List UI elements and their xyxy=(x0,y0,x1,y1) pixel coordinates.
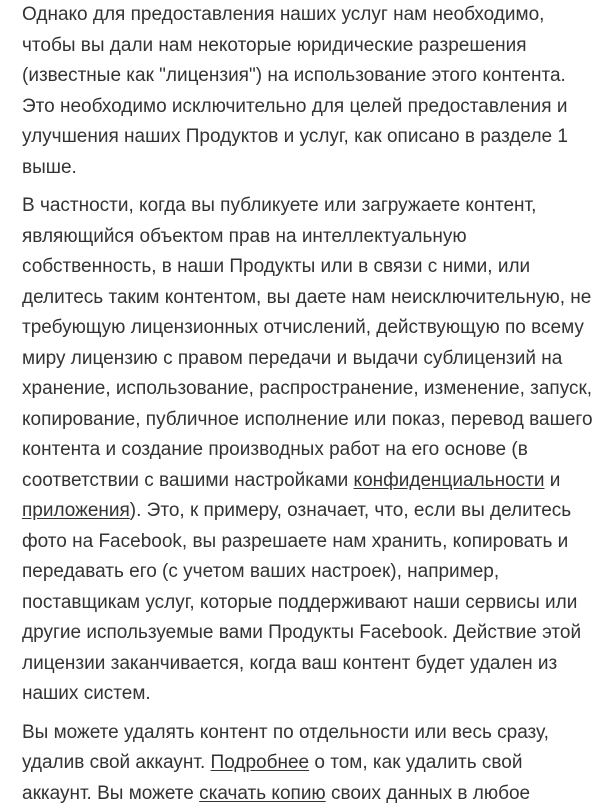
text-segment: ). Это, к примеру, означает, что, если вы делитесь фото на Facebook, вы разрешаете нам хранить, копировать и передавать его (с учетом ваших настроек), например, поставщикам услуг, которые поддерживают наши сервисы или другие используемые вами Продукты Facebook. Действие этой лицензии заканчивается, когда ваш контент будет удален из наших систем. xyxy=(22,500,581,704)
text-segment: Вы можете удалять контент по отдельности или весь сразу, удалив свой аккаунт. xyxy=(22,722,549,774)
text-segment: В частности, когда вы публикуете или загружаете контент, являющийся объектом прав на интеллектуальную собственность, в наши Продукты или в связи с ними, или делитесь таким контентом, вы даете нам неисключительную, не требующую лицензионных отчислений, действующую по всему миру лицензию с правом передачи и выдачи сублицензий на хранение, использование, распространение, изменение, запуск, копирование, публичное исполнение или показ, перевод вашего контента и создание производных работ на его основе (в соответствии с вашими настройками xyxy=(22,195,593,491)
download-copy-link[interactable]: скачать копию xyxy=(199,783,326,804)
text-segment: Однако для предоставления наших услуг нам необходимо, чтобы вы дали нам некоторые юридические разрешения (известные как "лицензия") на использование этого контента. Это необходимо исключительно для целей предоставления и улучшения наших Продуктов и услуг, как описано в разделе 1 выше. xyxy=(22,4,568,178)
paragraph-license-grant xyxy=(22,191,594,710)
text-segment: своих данных в любое xyxy=(326,783,530,804)
paragraph-content-deletion xyxy=(22,718,594,809)
learn-more-delete-account-link[interactable]: Подробнее xyxy=(211,752,310,773)
privacy-settings-link[interactable]: конфиденциальности xyxy=(354,470,545,491)
text-segment: и xyxy=(544,470,560,491)
text-segment: о том, как удалить свой аккаунт. Вы можете xyxy=(22,752,522,804)
paragraph-license-intro xyxy=(22,0,594,183)
application-settings-link[interactable]: приложения xyxy=(22,500,130,521)
